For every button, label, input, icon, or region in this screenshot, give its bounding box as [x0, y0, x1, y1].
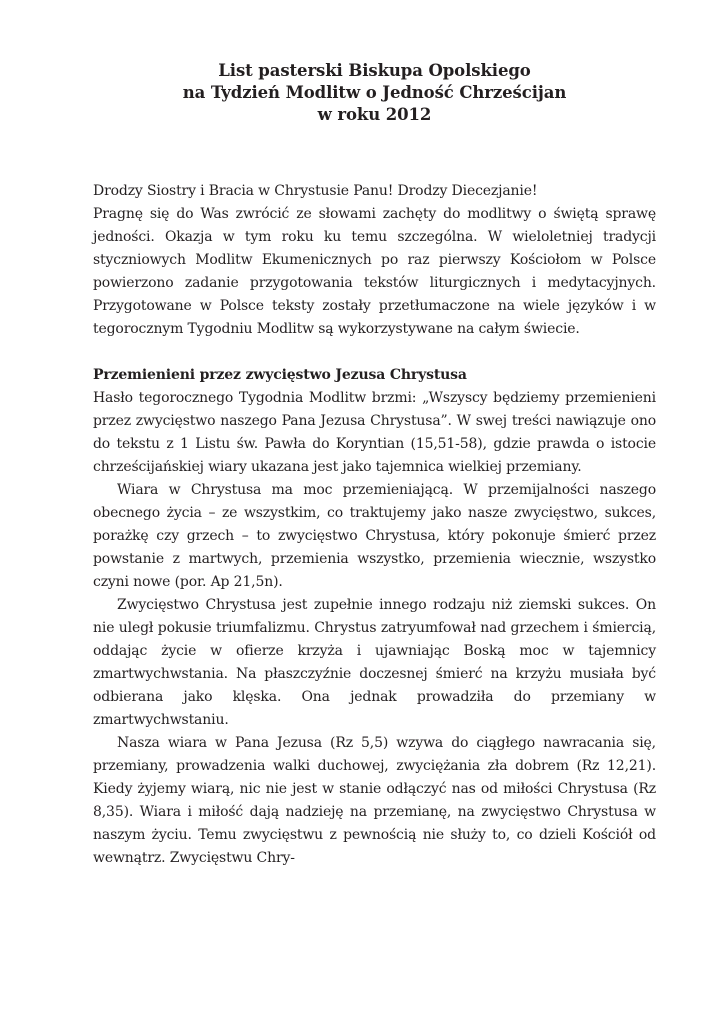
- title-line-1: List pasterski Biskupa Opolskiego: [218, 61, 531, 80]
- title-line-3: w roku 2012: [317, 105, 432, 124]
- document-title: [93, 60, 656, 126]
- section-heading: Przemienieni przez zwycięstwo Jezusa Chrystusa: [93, 367, 467, 383]
- document-page: [93, 60, 656, 870]
- title-line-2: na Tydzień Modlitw o Jedność Chrześcijan: [182, 83, 567, 102]
- intro-paragraph: Pragnę się do Was zwrócić ze słowami zachęty do modlitwy o świętą sprawę jedności. Okazja w tym roku ku temu szczególna. W wieloletniej tradycji styczniowych Modlitw Ekumenicznych po raz pierwszy Kościołom w Polsce powierzono zadanie przygotowania tekstów liturgicznych i medytacyjnych. Przygotowane w Polsce teksty zostały przetłumaczone na wiele języków i w tegorocznym Tygodniu Modlitw są wykorzystywane na całym świecie.: [93, 206, 656, 337]
- section-paragraph-1: Hasło tegorocznego Tygodnia Modlitw brzmi: „Wszyscy będziemy przemienieni przez zwycięstwo naszego Pana Jezusa Chrystusa”. W swej treści nawiązuje ono do tekstu z 1 Listu św. Pawła do Koryntian (15,51-58), gdzie prawda o istocie chrześcijańskiej wiary ukazana jest jako tajemnica wielkiej przemiany.: [93, 390, 656, 475]
- section-paragraph-4: Nasza wiara w Pana Jezusa (Rz 5,5) wzywa do ciągłego nawracania się, przemiany, prowadzenia walki duchowej, zwyciężania zła dobrem (Rz 12,21). Kiedy żyjemy wiarą, nic nie jest w stanie odłączyć nas od miłości Chrystusa (Rz 8,35). Wiara i miłość dają nadzieję na przemianę, na zwycięstwo Chrystusa w naszym życiu. Temu zwycięstwu z pewnością nie służy to, co dzieli Kościół od wewnątrz. Zwycięstwu Chry-: [93, 735, 656, 866]
- section-paragraph-2: Wiara w Chrystusa ma moc przemieniającą. W przemijalności naszego obecnego życia – ze wszystkim, co traktujemy jako nasze zwycięstwo, sukces, porażkę czy grzech – to zwycięstwo Chrystusa, który pokonuje śmierć przez powstanie z martwych, przemienia wszystko, przemienia wiecznie, wszystko czyni nowe (por. Ap 21,5n).: [93, 482, 656, 590]
- section-paragraph-3: Zwycięstwo Chrystusa jest zupełnie innego rodzaju niż ziemski sukces. On nie uległ pokusie triumfalizmu. Chrystus zatryumfował nad grzechem i śmiercią, oddając życie w ofierze krzyża i ujawniając Boską moc w tajemnicy zmartwychwstania. Na płaszczyźnie doczesnej śmierć na krzyżu musiała być odbierana jako klęska. Ona jednak prowadziła do przemiany w zmartwychwstaniu.: [93, 597, 656, 728]
- greeting: Drodzy Siostry i Bracia w Chrystusie Panu! Drodzy Diecezjanie!: [93, 183, 538, 199]
